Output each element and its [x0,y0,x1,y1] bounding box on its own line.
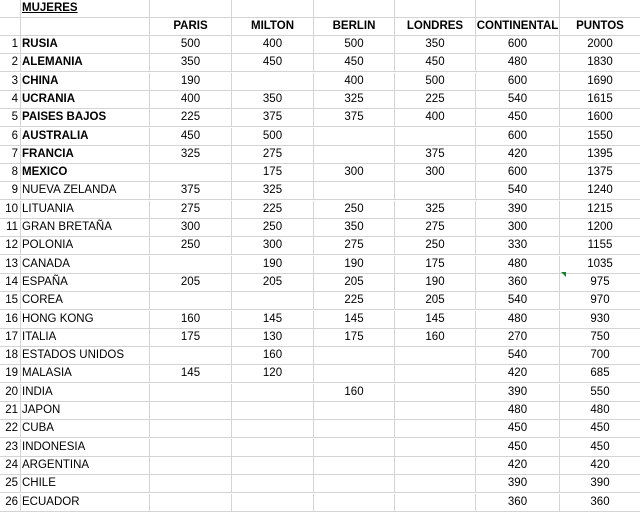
cell-milton[interactable]: 145 [232,311,314,329]
header-continental[interactable]: CONTINENTAL [476,18,560,36]
cell-puntos[interactable]: 970 [590,294,610,307]
cell-continental[interactable]: 540 [476,292,560,310]
cell-milton[interactable] [232,439,314,457]
cell-londres[interactable]: 400 [395,109,476,127]
cell-berlin[interactable]: 325 [314,91,395,109]
table-row [0,128,640,146]
cell-paris[interactable]: 325 [150,146,232,164]
country-name[interactable]: ESTADOS UNIDOS [21,347,150,365]
cell-paris[interactable]: 275 [150,201,232,219]
cell-berlin[interactable] [314,402,395,420]
row-rank[interactable]: 12 [0,237,21,255]
country-name[interactable]: INDONESIA [21,439,150,457]
cell-milton[interactable]: 175 [232,164,314,182]
country-name[interactable]: CUBA [21,420,150,438]
cell-paris[interactable]: 300 [150,219,232,237]
cell-milton[interactable] [232,73,314,91]
cell-milton[interactable]: 300 [232,237,314,255]
row-rank[interactable]: 8 [0,164,21,182]
country-name[interactable]: INDIA [21,384,150,402]
cell-puntos[interactable]: 930 [590,312,610,325]
cell-puntos[interactable]: 1200 [587,221,613,233]
cell-milton[interactable] [232,292,314,310]
table-row [0,457,640,475]
table-row [0,219,640,237]
cell-berlin[interactable]: 375 [314,109,395,127]
cell[interactable] [21,18,150,36]
cell-berlin[interactable] [314,347,395,365]
header-londres[interactable]: LONDRES [395,18,476,36]
table-row [0,402,640,420]
cell-continental[interactable]: 420 [476,457,560,475]
cell-paris[interactable]: 225 [150,109,232,127]
country-name[interactable]: COREA [21,292,150,310]
row-rank[interactable]: 17 [0,329,21,347]
cell-londres[interactable]: 190 [395,274,476,292]
cell-milton[interactable]: 205 [232,274,314,292]
cell-londres[interactable] [395,420,476,438]
table-row [0,91,640,109]
row-rank[interactable]: 20 [0,384,21,402]
cell-paris[interactable]: 145 [150,365,232,383]
cell-londres[interactable]: 500 [395,73,476,91]
cell-berlin[interactable]: 190 [314,256,395,274]
cell-milton[interactable]: 375 [232,109,314,127]
cell-paris[interactable] [150,384,232,402]
cell-continental[interactable]: 450 [476,439,560,457]
cell-puntos[interactable]: 390 [590,477,610,490]
cell-milton[interactable]: 325 [232,182,314,200]
table-row [0,201,640,219]
cell-puntos[interactable]: 975 [590,275,610,288]
cell-milton[interactable]: 130 [232,329,314,347]
cell-continental[interactable]: 420 [476,146,560,164]
row-rank[interactable]: 21 [0,402,21,420]
cell-paris[interactable] [150,494,232,512]
cell-londres[interactable]: 175 [395,256,476,274]
cell-paris[interactable]: 350 [150,54,232,72]
country-name[interactable]: UCRANIA [21,91,150,109]
cell-londres[interactable]: 350 [395,36,476,54]
row-rank[interactable]: 3 [0,73,21,91]
cell-milton[interactable] [232,420,314,438]
row-rank[interactable]: 10 [0,201,21,219]
cell-paris[interactable] [150,164,232,182]
cell-continental[interactable]: 600 [476,36,560,54]
cell-milton[interactable]: 500 [232,128,314,146]
cell-berlin[interactable]: 250 [314,201,395,219]
cell-puntos[interactable]: 1550 [587,129,613,142]
cell-puntos[interactable]: 450 [590,422,610,435]
cell-continental[interactable]: 330 [476,237,560,255]
sheet-title[interactable]: MUJERES [21,0,150,18]
cell-milton[interactable]: 350 [232,91,314,109]
cell-paris[interactable]: 500 [150,36,232,54]
cell-puntos[interactable]: 480 [590,404,610,416]
cell-continental[interactable]: 390 [476,384,560,402]
cell[interactable] [232,0,314,18]
row-rank[interactable]: 7 [0,146,21,164]
cell-paris[interactable] [150,439,232,457]
cell-londres[interactable] [395,402,476,420]
country-name[interactable]: POLONIA [21,237,150,255]
cell-londres[interactable] [395,128,476,146]
cell-milton[interactable] [232,475,314,493]
row-rank[interactable]: 25 [0,475,21,493]
country-name[interactable]: ITALIA [21,329,150,347]
row-rank[interactable]: 9 [0,182,21,200]
cell-puntos[interactable]: 1035 [587,257,613,270]
cell-paris[interactable]: 375 [150,182,232,200]
cell-paris[interactable] [150,475,232,493]
cell-puntos[interactable]: 1375 [587,166,613,179]
cell-londres[interactable] [395,494,476,512]
cell-continental[interactable]: 450 [476,420,560,438]
country-name[interactable]: CHINA [21,73,150,91]
cell-puntos[interactable]: 420 [590,458,610,471]
cell-berlin[interactable] [314,439,395,457]
cell-puntos[interactable]: 1155 [587,239,613,252]
cell-continental[interactable]: 420 [476,365,560,383]
row-rank[interactable]: 26 [0,494,21,512]
cell-continental[interactable]: 480 [476,402,560,420]
table-row [0,146,640,164]
cell-londres[interactable] [395,365,476,383]
cell-puntos[interactable]: 750 [590,330,610,343]
cell-comment-indicator [561,272,566,277]
cell-berlin[interactable]: 275 [314,237,395,255]
table-row [0,256,640,274]
table-row [0,475,640,493]
cell-berlin[interactable] [314,494,395,512]
country-name[interactable]: ESPAÑA [21,274,150,292]
cell-puntos[interactable]: 2000 [587,38,613,50]
cell-paris[interactable] [150,402,232,420]
cell-puntos[interactable]: 550 [590,385,610,398]
cell-continental[interactable]: 450 [476,109,560,127]
header-berlin[interactable]: BERLIN [314,18,395,36]
cell-continental[interactable]: 270 [476,329,560,347]
cell-paris[interactable]: 250 [150,237,232,255]
country-name[interactable]: FRANCIA [21,146,150,164]
table-row [0,73,640,91]
cell-paris[interactable]: 175 [150,329,232,347]
cell-londres[interactable] [395,439,476,457]
cell-paris[interactable] [150,347,232,365]
cell-londres[interactable]: 160 [395,329,476,347]
country-name[interactable]: RUSIA [21,36,150,54]
country-name[interactable]: CANADA [21,256,150,274]
cell-berlin[interactable]: 160 [314,384,395,402]
cell-continental[interactable]: 540 [476,347,560,365]
table-row [0,54,640,72]
cell-continental[interactable]: 540 [476,182,560,200]
cell-paris[interactable] [150,420,232,438]
row-rank[interactable]: 13 [0,256,21,274]
table-row [0,329,640,347]
cell-berlin[interactable]: 450 [314,54,395,72]
cell-puntos[interactable]: 360 [590,495,610,508]
table-row [0,420,640,438]
cell-puntos[interactable]: 685 [590,367,610,380]
cell-londres[interactable]: 205 [395,292,476,310]
cell-berlin[interactable] [314,365,395,383]
country-name[interactable]: ARGENTINA [21,457,150,475]
cell-milton[interactable] [232,384,314,402]
cell-berlin[interactable]: 145 [314,311,395,329]
cell-londres[interactable] [395,457,476,475]
table-row [0,347,640,365]
cell-berlin[interactable] [314,182,395,200]
row-rank[interactable]: 22 [0,420,21,438]
country-name[interactable]: LITUANIA [21,201,150,219]
country-name[interactable]: NUEVA ZELANDA [21,182,150,200]
country-name[interactable]: ECUADOR [21,494,150,512]
cell-continental[interactable]: 390 [476,201,560,219]
row-rank[interactable]: 19 [0,365,21,383]
country-name[interactable]: CHILE [21,475,150,493]
row-rank[interactable]: 11 [0,219,21,237]
cell-continental[interactable]: 600 [476,164,560,182]
title-row [0,0,640,18]
cell[interactable] [476,0,560,18]
cell-berlin[interactable]: 205 [314,274,395,292]
cell-milton[interactable]: 160 [232,347,314,365]
cell-continental[interactable]: 480 [476,256,560,274]
cell-puntos[interactable]: 1240 [587,184,613,197]
cell-puntos[interactable]: 1395 [587,147,613,160]
cell-puntos[interactable]: 700 [590,349,610,362]
table-row [0,182,640,200]
table-row [0,274,640,292]
cell-puntos[interactable]: 1690 [587,74,613,87]
cell-berlin[interactable] [314,420,395,438]
country-name[interactable]: PAISES BAJOS [21,109,150,127]
row-rank[interactable]: 1 [0,36,21,54]
cell-berlin[interactable]: 400 [314,73,395,91]
row-rank[interactable]: 2 [0,54,21,72]
row-rank[interactable]: 23 [0,439,21,457]
cell[interactable] [0,0,21,18]
cell-milton[interactable]: 120 [232,365,314,383]
header-milton[interactable]: MILTON [232,18,314,36]
cell-paris[interactable]: 400 [150,91,232,109]
cell-londres[interactable]: 300 [395,164,476,182]
table-row [0,164,640,182]
cell-londres[interactable] [395,384,476,402]
cell-continental[interactable]: 300 [476,219,560,237]
table-row [0,311,640,329]
cell-puntos[interactable]: 1215 [587,202,613,215]
row-rank[interactable]: 15 [0,292,21,310]
cell-continental[interactable]: 480 [476,311,560,329]
cell-milton[interactable]: 275 [232,146,314,164]
country-name[interactable]: MALASIA [21,365,150,383]
cell-berlin[interactable]: 500 [314,36,395,54]
row-rank[interactable]: 18 [0,347,21,365]
row-rank[interactable]: 16 [0,311,21,329]
cell-paris[interactable]: 450 [150,128,232,146]
cell-paris[interactable]: 190 [150,73,232,91]
cell-milton[interactable] [232,494,314,512]
cell-londres[interactable]: 250 [395,237,476,255]
cell-continental[interactable]: 390 [476,475,560,493]
cell-londres[interactable]: 145 [395,311,476,329]
cell[interactable] [395,0,476,18]
cell-berlin[interactable]: 350 [314,219,395,237]
cell[interactable] [150,0,232,18]
cell-puntos[interactable]: 1600 [587,111,613,124]
cell-paris[interactable] [150,457,232,475]
cell[interactable] [0,18,21,36]
cell-continental[interactable]: 600 [476,73,560,91]
header-puntos[interactable]: PUNTOS [576,20,624,32]
cell[interactable] [560,0,640,18]
cell-milton[interactable]: 190 [232,256,314,274]
cell-londres[interactable]: 225 [395,91,476,109]
table-row [0,439,640,457]
cell-paris[interactable] [150,256,232,274]
row-rank[interactable]: 6 [0,128,21,146]
row-rank[interactable]: 14 [0,274,21,292]
country-name[interactable]: JAPON [21,402,150,420]
cell-puntos[interactable]: 450 [590,440,610,453]
cell-milton[interactable] [232,402,314,420]
cell-berlin[interactable]: 175 [314,329,395,347]
cell-puntos[interactable]: 1830 [587,56,613,69]
country-name[interactable]: MEXICO [21,164,150,182]
header-row [0,18,640,36]
country-name[interactable]: HONG KONG [21,311,150,329]
cell-paris[interactable]: 205 [150,274,232,292]
table-row [0,494,640,512]
cell[interactable] [314,0,395,18]
cell-milton[interactable]: 250 [232,219,314,237]
cell-milton[interactable]: 450 [232,54,314,72]
cell-berlin[interactable] [314,457,395,475]
row-rank[interactable]: 4 [0,91,21,109]
country-name[interactable]: GRAN BRETAÑA [21,219,150,237]
row-rank[interactable]: 5 [0,109,21,127]
cell-berlin[interactable] [314,146,395,164]
row-rank[interactable]: 24 [0,457,21,475]
cell-milton[interactable]: 225 [232,201,314,219]
cell-puntos[interactable]: 1615 [587,92,613,105]
table-row [0,384,640,402]
table-row [0,36,640,54]
cell-continental[interactable]: 600 [476,128,560,146]
cell-continental[interactable]: 480 [476,54,560,72]
table-row [0,292,640,310]
cell-londres[interactable] [395,475,476,493]
cell-londres[interactable]: 450 [395,54,476,72]
cell-paris[interactable] [150,292,232,310]
cell-londres[interactable]: 275 [395,219,476,237]
table-row [0,237,640,255]
cell-berlin[interactable]: 225 [314,292,395,310]
cell-milton[interactable] [232,457,314,475]
cell-berlin[interactable]: 300 [314,164,395,182]
table-row [0,365,640,383]
cell-continental[interactable]: 540 [476,91,560,109]
cell-paris[interactable]: 160 [150,311,232,329]
country-name[interactable]: AUSTRALIA [21,128,150,146]
country-name[interactable]: ALEMANIA [21,54,150,72]
cell-londres[interactable] [395,182,476,200]
cell-londres[interactable] [395,347,476,365]
cell-continental[interactable]: 360 [476,274,560,292]
cell-berlin[interactable] [314,475,395,493]
header-paris[interactable]: PARIS [150,18,232,36]
table-row [0,109,640,127]
cell-berlin[interactable] [314,128,395,146]
cell-londres[interactable]: 375 [395,146,476,164]
cell-londres[interactable]: 325 [395,201,476,219]
cell-milton[interactable]: 400 [232,36,314,54]
cell-continental[interactable]: 360 [476,494,560,512]
